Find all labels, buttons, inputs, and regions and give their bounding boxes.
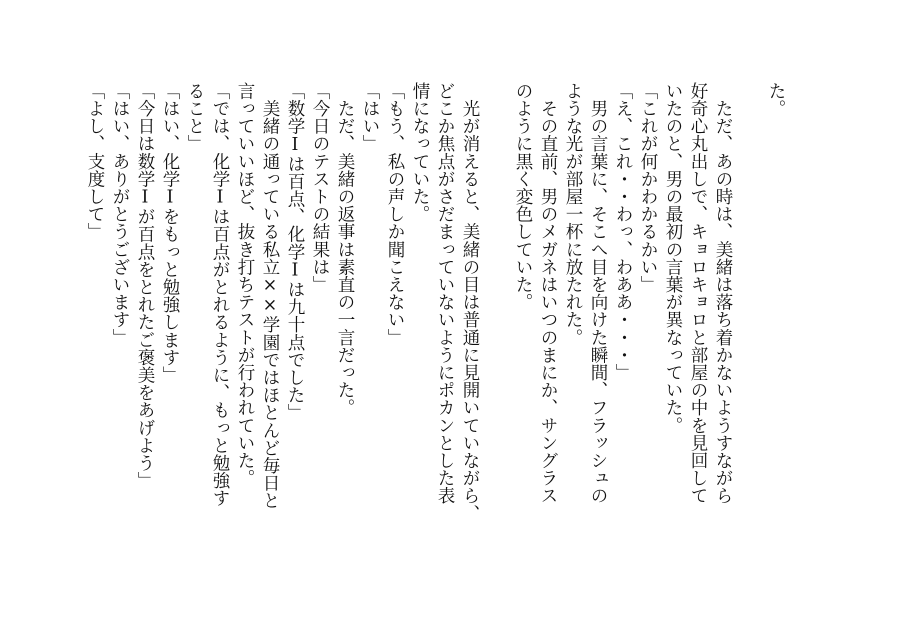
text-line: のように黒く変色していた。	[513, 82, 533, 311]
text-line: 情になっていた。	[410, 82, 430, 223]
text-line: 「よし、支度して」	[85, 82, 105, 241]
text-line: ただ、あの時は、美緒は落ち着かないようすながら	[713, 82, 733, 505]
paragraph-gap	[735, 82, 763, 582]
text-line: 光が消えると、美緒の目は普通に見開いていながら、	[460, 82, 480, 522]
text-line: その直前、男のメガネはいつのまにか、サングラス	[538, 82, 558, 505]
paragraph-block-2	[510, 82, 735, 582]
text-line: 言っていいほど、抜き打ちテストが行われていた。	[235, 82, 255, 487]
vertical-text-body	[82, 82, 788, 582]
text-line: 「はい」	[360, 82, 380, 153]
text-line: 「はい、ありがとうございます」	[110, 82, 130, 346]
text-line: 好奇心丸出しで、キョロキョロと部屋の中を見回して	[688, 82, 708, 505]
text-line: 男の言葉に、そこへ目を向けた瞬間、フラッシュの	[588, 82, 608, 505]
text-line: た。	[766, 82, 786, 118]
text-line: ること」	[185, 82, 205, 153]
paragraph-gap	[482, 82, 510, 582]
text-line: 「はい、化学Ⅰをもっと勉強します」	[160, 82, 180, 384]
text-line: どこか焦点がさだまっていないようにポカンとした表	[435, 82, 455, 505]
text-line: 「今日は数学Ⅰが百点をとれたご褒美をあげよう」	[135, 82, 155, 490]
text-line: いたのと、男の最初の言葉が異なっていた。	[663, 82, 683, 434]
text-line: ような光が部屋一杯に放たれた。	[563, 82, 583, 346]
text-line: 「え、これ・・わっ、わああ・・・」	[613, 82, 633, 382]
paragraph-block-1	[763, 82, 788, 582]
text-line: 「数学Ⅰは百点、化学Ⅰは九十点でした」	[285, 82, 305, 422]
text-line: 「では、化学Ⅰは百点がとれるように、もっと勉強す	[210, 82, 230, 507]
text-line: 「これが何かわかるかい」	[638, 82, 658, 294]
text-line: 美緒の通っている私立××学園ではほとんど毎日と	[260, 82, 280, 510]
text-line: 「もう、私の声しか聞こえない」	[385, 82, 405, 346]
text-line: 「今日のテストの結果は」	[310, 82, 330, 294]
text-line: ただ、美緒の返事は素直の一言だった。	[335, 82, 355, 417]
paragraph-block-3	[82, 82, 482, 582]
